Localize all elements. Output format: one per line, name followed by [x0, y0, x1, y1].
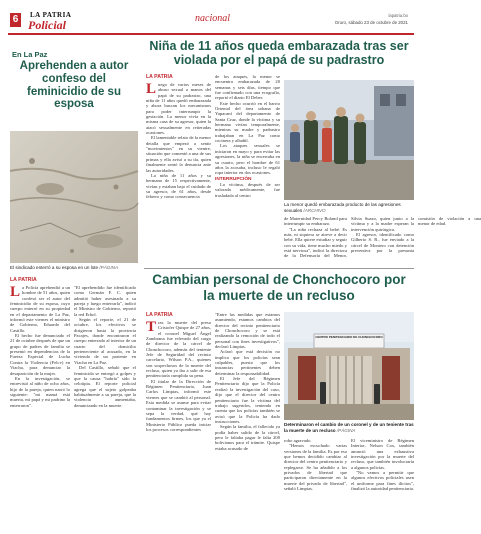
top-caption-credit: /ARCHIVO	[303, 207, 326, 213]
left-source-tag: LA PATRIA	[10, 277, 37, 283]
left-col1-p2: El hecho fue denunciado el 21 de octubre después de que un grupo de padres de familia se presentó en dependencias de la Fuerza Especial de Lucha Contra la Violencia (Felcv) en Viacha, para denunciar la desaparición de la mujer.	[10, 333, 70, 376]
bottom-col-2	[215, 312, 280, 530]
top-col-1	[146, 82, 211, 264]
left-col2-p2: Según el reporte, el 21 de octubre, los efectivos se dirigieron hasta la provincia Pacajes, donde encontraron el cuerpo enterrado al interior de un cuarto del domicilio perteneciente al acusado, en la vivienda de un pariente en Viacha en La Paz.	[74, 317, 136, 365]
bottom-col1-p1: ras la muerte del preso Cristofer Quispe de 27 años, el coronel Miguel Ángel Zambrana fue relevado del cargo de director de la cárcel de Chonchocoro, además del teniente Jefe de Seguridad del recinto carcelario, Wilson P.A., quienes son sospechosos de la muerte del recluso, quien ya iba a salir de esa penitenciaría cumplida su pena.	[146, 320, 211, 379]
bottom-photo	[284, 312, 414, 420]
bottom-photo-caption	[284, 422, 414, 433]
left-col-2	[74, 285, 136, 530]
masthead-rule	[8, 33, 414, 35]
top-source-tag: LA PATRIA	[146, 74, 173, 80]
top-caption-text: La menor quedó embarazada producto de las agresiones sexuales	[284, 202, 401, 213]
brand-logo	[28, 11, 80, 33]
police-scene-photo	[284, 80, 414, 200]
brand-section: Policial	[28, 18, 66, 32]
bottom-headline: Cambian personal de Chonchocoro por la muerte de un recluso	[152, 272, 406, 303]
top-col3-p3: El agresor, identificado como Gilberto S. R., fue enviado a la cárcel de Montero con detención preventiva por la presunta comisión de violación a una menor de edad.	[351, 216, 481, 254]
top-col1-p3: La niña de 11 años y su hermana de 15 respectivamente, vivían y estaban bajo el cuidado de su agresor, de 61 años, desde febrero y como consecuencia	[146, 172, 211, 200]
left-col1-p1: a Policía aprehendió a un hombre de 51 años, quien confesó ser el autor del feminicidio de su esposa, cuyo cuerpo enterró en su propiedad en el departamento de La Paz, informó este viernes el ministro de Gobierno, Eduardo del Castillo.	[10, 285, 70, 333]
top-col2-p4: La víctima, después de ser valorada médicamente, fue trasladada al centro	[215, 181, 280, 198]
bottom-col4-p2: "No vamos a permitir que algunos efectivos policiales usen el uniforme para fines ilícitos", finalizó la autoridad penitenciaria.	[351, 470, 415, 492]
bottom-col-4	[351, 438, 414, 530]
ground-photo	[10, 131, 138, 263]
left-col-1	[10, 285, 70, 530]
section-name: nacional	[195, 13, 230, 24]
bottom-source-tag: LA PATRIA	[146, 312, 173, 318]
left-col2-p1: "El aprehendido fue identificado como Germán F. C. quien admitió haber asesinado a su pareja y luego enterrarla", indicó el Ministro de Gobierno, reportó la red Erbol.	[74, 285, 136, 317]
top-photo	[284, 80, 414, 200]
bottom-col2-p2: Aclaró que está decisión no implica que los policías sean culpables, puesto que los instancias pertinentes deben determinar la responsabilidad.	[215, 349, 280, 376]
bottom-caption-text: Determinaron el cambio de un coronel y de un teniente tras la muerte de un recluso	[284, 422, 414, 433]
top-col2-p2: Este hecho ocurrió en el barrio Oriental del área urbana de Yapacaní del departamento de Santa Cruz, donde la víctima y su hermana vivían temporalmente, mientras su madre y padrastro trabajaban en La Paz como cocinera y albañil.	[215, 100, 280, 144]
bottom-col4-p1: El viceministro de Régimen Interior, Nelson Cox, también anunció una exhaustiva investigación por la muerte del recluso, que también involucraría a algunos policías.	[351, 438, 414, 470]
left-kicker: En La Paz	[12, 50, 48, 59]
bottom-col-1	[146, 320, 211, 530]
top-col2-p1: de los ataques, la menor se encuentra embarazada de 20 semanas y seis días, tiempo que fue confirmado con una ecografía, reportó el diario El Deber.	[215, 74, 280, 101]
left-story	[0, 36, 140, 534]
bottom-col2-p3: El Jefe del Régimen Penitenciario dijo que la Policía realizó la investigación del caso, dijo que el director del centro penitenciario fue la víctima del trabajo sugeridos, teniendo en cuenta que los policías también se avisó que la Policía ha dado instrucciones.	[215, 376, 280, 424]
bottom-col1-p2: El titular de la Dirección de Régimen Penitenciario, Juan Carlos Limpias, informó este viernes que se cambió al personal. Esta medida se asume para evitar contaminar la investigación y se sepa la verdad, qué hay fundamentos firmes, los que ya el Ministerio Público pueda iniciar los procesos correspondientes	[146, 378, 211, 432]
drop-cap: T	[146, 319, 157, 335]
top-col3-p1: de Maternidad Percy Boland para interrumpir su embarazo.	[284, 216, 347, 227]
prison-gate-photo	[284, 312, 414, 420]
drop-cap: L	[146, 81, 157, 97]
drop-cap: L	[10, 284, 21, 300]
top-col2-p3: Los ataques sexuales se iniciaron en mayo y para evitar las agresiones, la niña se encerraba en su cuarto, pero el hombre de 61 años la acosaba, incluso le regaló ropa interior en dos ocasiones.	[215, 143, 280, 176]
top-col-3	[284, 216, 481, 264]
left-headline: Aprehenden a autor confeso del feminicidio de su esposa	[19, 60, 129, 111]
bottom-col-3	[284, 438, 347, 530]
top-col3-p2: "La niña rechaza al bebé. Es más, ni siquiera se atreve a decir bebé. Ella quiere estudiar y seguir con su vida, tiene mucho miedo y está nerviosa", indicó la directora de la Defensoría del Menor, Silvia Suazo, quien junto a la víctima y a la madre esperan la intervención quirúrgica.	[284, 216, 414, 259]
top-photo-caption	[284, 202, 414, 213]
top-subhead: INTERRUPCIÓN	[215, 176, 252, 182]
bottom-col2-p1: "Entre las medidas que estamos asumiendo, estamos cambios del director del recinto penitenciario de Chonchocoro y se está realizando la remoción de todo el personal con fines investigativos", declaró Limpias.	[215, 312, 280, 350]
bottom-col3-p2: "Hemos escuchado varias versiones de la familia. Es por eso que hemos decidido cambiar al director del centro penitenciario y replegarse. Se ha añadido a los privados de libertad que participaron directamente en la muerte del privado de libertad", señaló Limpias.	[284, 443, 347, 492]
bottom-col3-p1: robo agravado.	[284, 438, 312, 443]
left-caption-credit: /PÁGINA	[99, 265, 119, 270]
left-col1-p3: En la investigación, se entrevistó al niño de ocho años, hijo de la pareja, quien narró lo siguiente: "mi mamá está muerta, mi papá y mi padrino la enterraron".	[10, 375, 70, 408]
top-headline: Niña de 11 años queda embarazada tras ser violada por el papá de su padrastro	[149, 39, 409, 68]
top-story	[144, 36, 481, 266]
story-divider	[144, 268, 414, 269]
bottom-story	[144, 270, 420, 534]
brand-top: LA PATRIA	[30, 11, 72, 19]
page-number: 6	[10, 13, 21, 27]
bottom-caption-credit: /PÁGINA	[336, 427, 356, 433]
top-col-2	[215, 74, 280, 264]
dateline: Oruro, sábado 23 de octubre de 2021	[334, 20, 408, 25]
left-caption-text: El sindicado enterró a su esposa en un lote	[10, 265, 99, 270]
bottom-col2-p4: Según la familia, el fallecido ya podía haber salido de la cárcel, pero le faltaba pagar le falta 200 bolivianos para el trámite. Quispe estaba acusado de	[215, 424, 280, 451]
top-col1-p2: El lamentable relato de la menor detalla que empezó a sentir "movimientos" en su vientre, situación que comentó a una de sus primas y ella avisó a su tía, quien finalmente sentó la denuncia ante las autoridades.	[146, 135, 211, 173]
left-photo	[10, 131, 138, 263]
prison-sign-text: CENTRO PENITENCIARIO DE CHONCHOCORO	[315, 335, 383, 339]
website-link[interactable]: lapatria.bo	[388, 13, 408, 18]
masthead	[0, 0, 420, 38]
left-col2-p3: Del Castillo, señaló que el feminicida se entregó a golpes y que la causa "habría" sido la celotipia. El reporte policial agrega que el sujeto golpeaba habitualmente a su pareja, que la violencia aumentaba, denunciando en la muerte.	[74, 365, 136, 408]
top-col1-p1: uego de varios meses de abuso sexual a manos del papá de su padrastro, una niña de 11 años quedó embarazada y ahora buscan los mecanismos para poder interrumpir la gestación. La menor vivía en la misma casa de su agresor, quien la atacó sexualmente en reiteradas ocasiones.	[146, 82, 211, 136]
left-photo-caption	[10, 265, 138, 271]
